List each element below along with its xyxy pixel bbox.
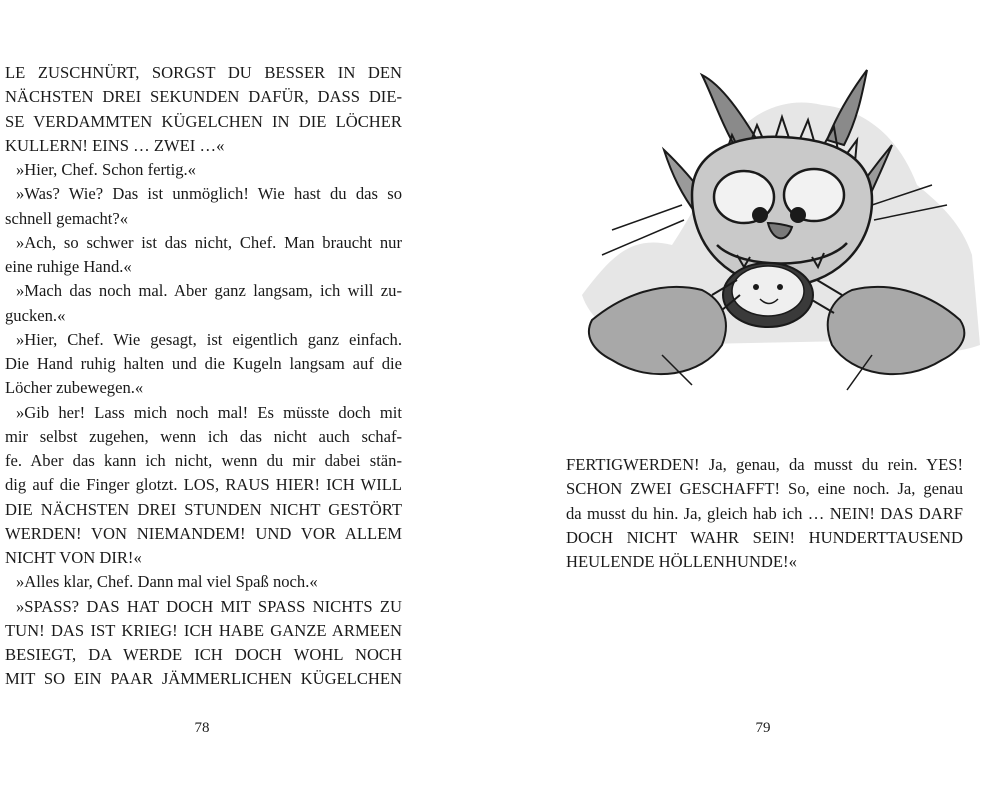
- text-line: MIT SO EIN PAAR JÄMMERLICHEN KÜGELCHEN: [5, 669, 402, 689]
- right-page: [500, 0, 1000, 800]
- text-line: WERDEN! VON NIEMANDEM! UND VOR ALLEM: [5, 523, 402, 543]
- text-line: Löcher zubewegen.«: [5, 378, 144, 398]
- text-line: HEULENDE HÖLLENHUNDE!«: [566, 552, 797, 571]
- monster-holding-puzzle-illustration: [572, 55, 980, 410]
- text-line: LE ZUSCHNÜRT, SORGST DU BESSER IN DEN: [5, 63, 402, 82]
- text-line: »Alles klar, Chef. Dann mal viel Spaß noch.«: [16, 572, 318, 592]
- text-line: eine ruhige Hand.«: [5, 257, 132, 276]
- text-line: fe. Aber das kann ich nicht, wenn du mir dabei stän-: [5, 451, 402, 470]
- text-line: »Was? Wie? Das ist unmöglich! Wie hast du das so: [16, 184, 402, 204]
- text-line: »Mach das noch mal. Aber ganz langsam, ich will zu-: [16, 281, 402, 301]
- text-line: NÄCHSTEN DREI SEKUNDEN DAFÜR, DASS DIE-: [5, 87, 402, 107]
- text-line: »Hier, Chef. Schon fertig.«: [16, 160, 196, 179]
- left-page-text: [5, 61, 402, 692]
- text-line: DIE NÄCHSTEN DREI STUNDEN NICHT GESTÖRT: [5, 499, 402, 519]
- text-line: DOCH NICHT WAHR SEIN! HUNDERTTAUSEND: [566, 527, 963, 547]
- right-page-text: [566, 453, 963, 574]
- text-line: »Hier, Chef. Wie gesagt, ist eigentlich ganz einfach.: [16, 329, 402, 349]
- page-number-right: 79: [755, 720, 771, 736]
- page-number-left: 78: [194, 720, 210, 736]
- text-line: TUN! DAS IST KRIEG! ICH HABE GANZE ARMEEN: [5, 620, 402, 640]
- text-line: »Gib her! Lass mich noch mal! Es müsste doch mit: [16, 402, 402, 422]
- text-line: mir selbst zugehen, wenn ich das nicht auch schaf-: [5, 426, 402, 446]
- text-line: SE VERDAMMTEN KÜGELCHEN IN DIE LÖCHER: [5, 111, 402, 131]
- text-line: FERTIGWERDEN! Ja, genau, da musst du rein. YES!: [566, 455, 963, 474]
- text-line: dig auf die Finger glotzt. LOS, RAUS HIER! ICH WILL: [5, 475, 402, 495]
- text-line: BESIEGT, DA WERDE ICH DOCH WOHL NOCH: [5, 645, 402, 664]
- text-line: gucken.«: [5, 305, 66, 325]
- text-line: »SPASS? DAS HAT DOCH MIT SPASS NICHTS ZU: [16, 596, 402, 616]
- text-line: SCHON ZWEI GESCHAFFT! So, eine noch. Ja, genau: [566, 479, 963, 499]
- text-line: da musst du hin. Ja, gleich hab ich … NEIN! DAS DARF: [566, 503, 963, 523]
- text-line: KULLERN! EINS … ZWEI …«: [5, 135, 225, 155]
- text-line: schnell gemacht?«: [5, 208, 129, 228]
- text-line: Die Hand ruhig halten und die Kugeln langsam auf die: [5, 354, 402, 373]
- text-line: »Ach, so schwer ist das nicht, Chef. Man braucht nur: [16, 232, 402, 252]
- text-line: NICHT VON DIR!«: [5, 548, 142, 567]
